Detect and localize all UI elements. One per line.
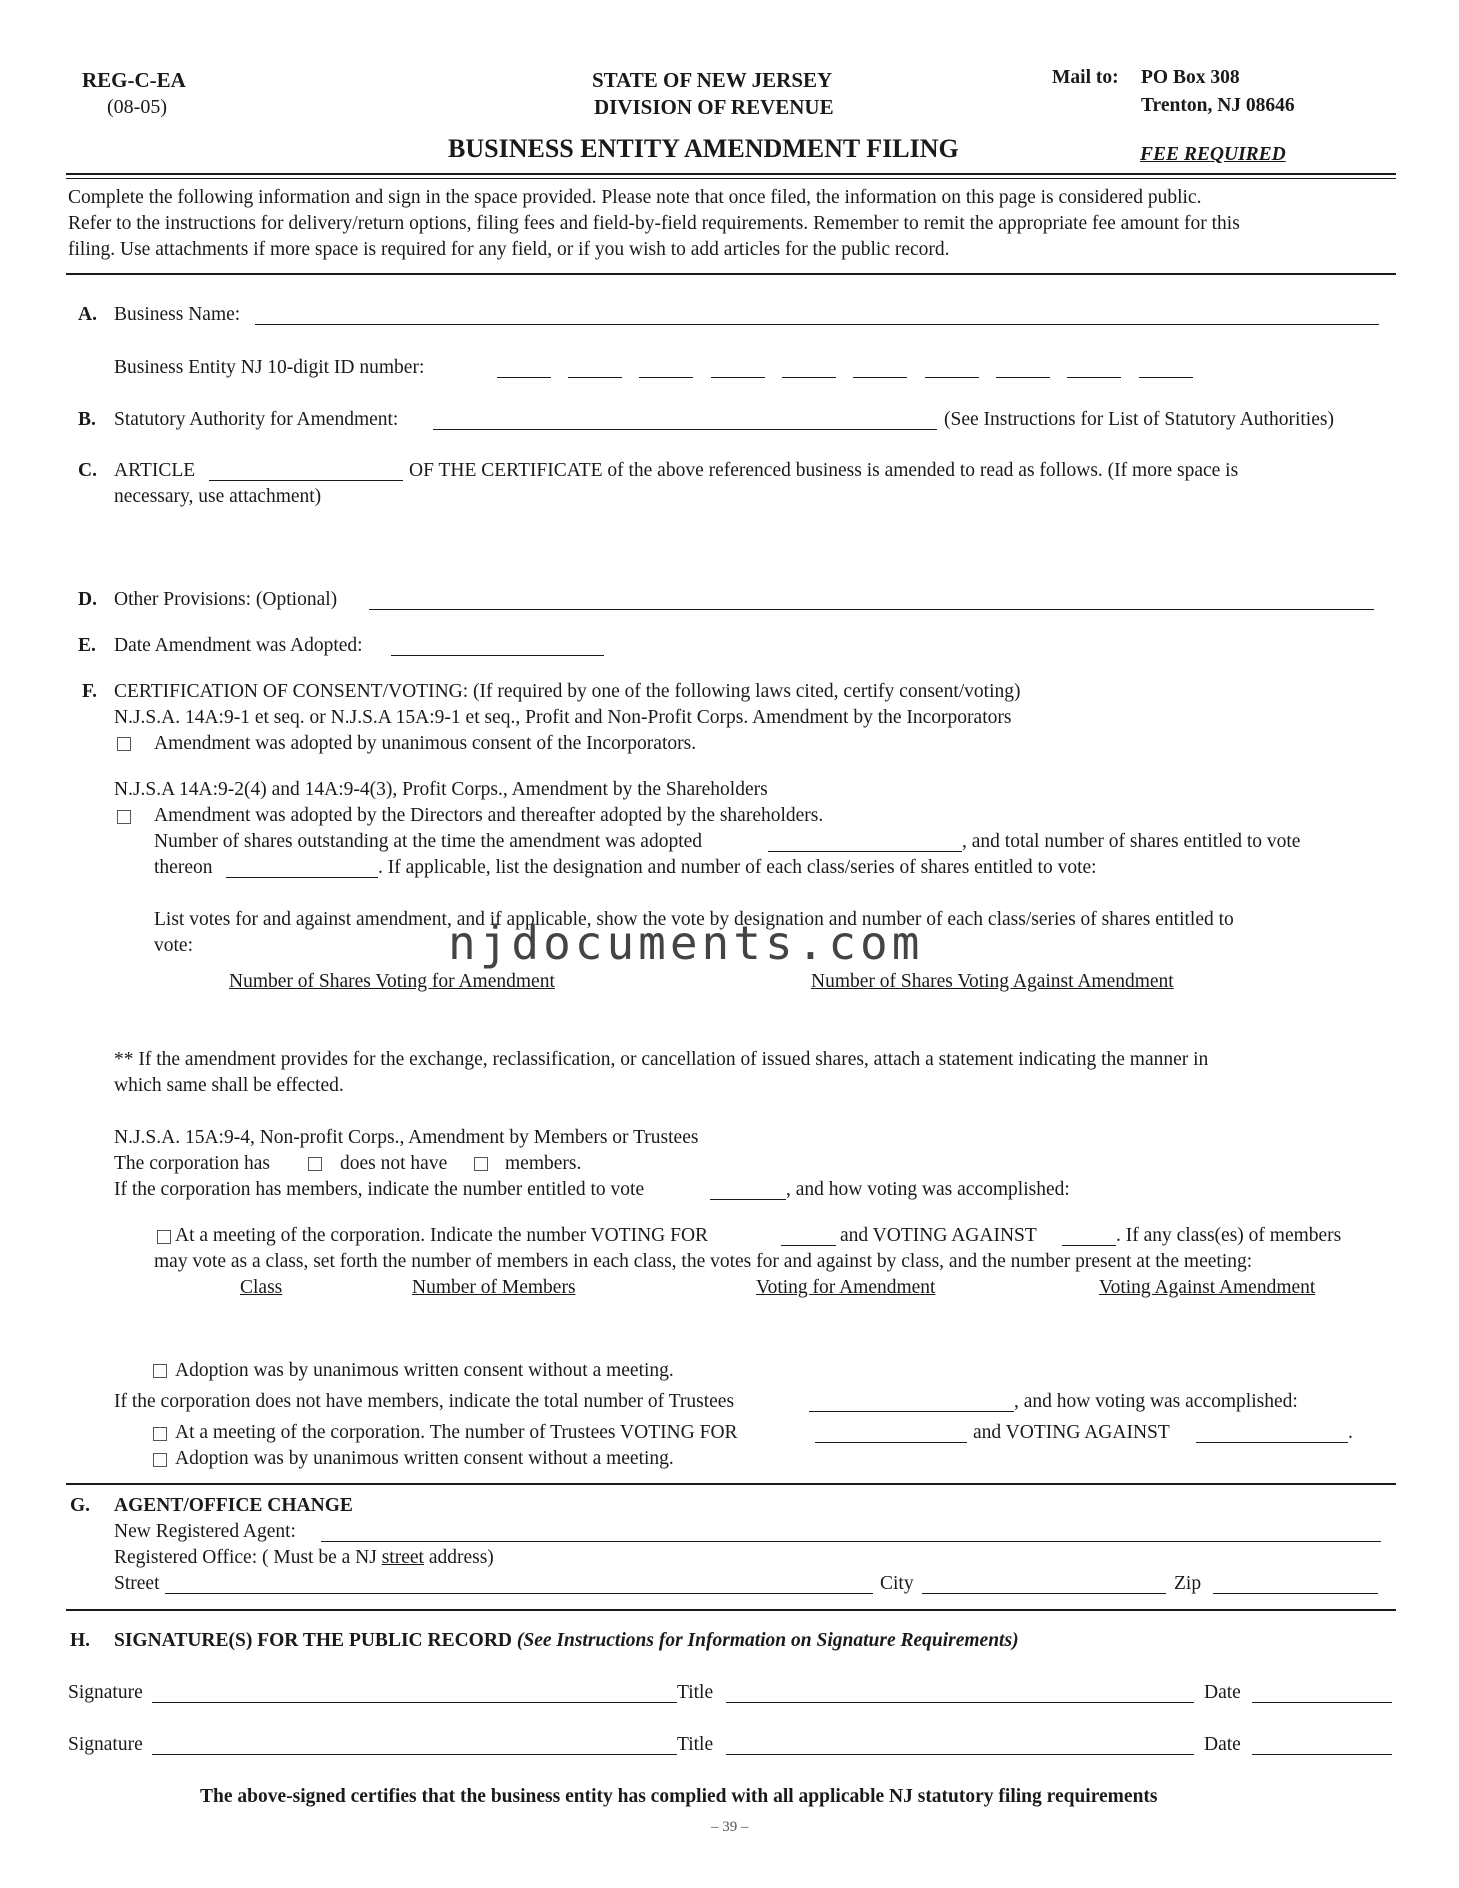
new-agent-label: New Registered Agent: bbox=[114, 1521, 296, 1542]
incorporators-checkbox[interactable] bbox=[117, 737, 131, 751]
fee-required: FEE REQUIRED bbox=[1140, 144, 1286, 165]
list-votes-line1: List votes for and against amendment, and if applicable, show the vote by designation and number of each class/series of shares entitled to bbox=[154, 909, 1234, 930]
article-line2: necessary, use attachment) bbox=[114, 486, 322, 507]
thereon-label: thereon bbox=[154, 857, 213, 878]
title-field-2[interactable] bbox=[726, 1754, 1194, 1755]
mail-line1: PO Box 308 bbox=[1141, 67, 1240, 88]
section-g-rule bbox=[66, 1483, 1396, 1485]
date-field-2[interactable] bbox=[1252, 1754, 1392, 1755]
trustees-meeting-label: At a meeting of the corporation. The number of Trustees VOTING FOR bbox=[175, 1422, 738, 1443]
section-c-letter: C. bbox=[78, 460, 97, 481]
section-f-letter: F. bbox=[82, 681, 97, 702]
shares-outstanding-label: Number of shares outstanding at the time the amendment was adopted bbox=[154, 831, 703, 852]
exchange-note-line2: which same shall be effected. bbox=[114, 1075, 344, 1096]
members-meeting-checkbox[interactable] bbox=[157, 1230, 171, 1244]
page-number: – 39 – bbox=[711, 1819, 749, 1835]
has-members-checkbox[interactable] bbox=[308, 1157, 322, 1171]
shareholders-option: Amendment was adopted by the Directors and thereafter adopted by the shareholders. bbox=[154, 805, 824, 826]
no-members-checkbox[interactable] bbox=[474, 1157, 488, 1171]
law-shareholders: N.J.S.A 14A:9-2(4) and 14A:9-4(3), Profit Corps., Amendment by the Shareholders bbox=[114, 779, 768, 800]
col-number-of-members: Number of Members bbox=[412, 1277, 576, 1298]
date-adopted-label: Date Amendment was Adopted: bbox=[114, 635, 363, 656]
form-date: (08-05) bbox=[107, 96, 167, 118]
article-number-field[interactable] bbox=[209, 480, 403, 481]
list-votes-line2: vote: bbox=[154, 935, 193, 956]
col-shares-for: Number of Shares Voting for Amendment bbox=[229, 971, 555, 992]
exchange-note-line1: ** If the amendment provides for the exchange, reclassification, or cancellation of issued shares, attach a statement indicating the manner in bbox=[114, 1049, 1209, 1070]
members-written-consent-label: Adoption was by unanimous written consent without a meeting. bbox=[175, 1360, 674, 1381]
trustees-voting-against-field[interactable] bbox=[1196, 1442, 1348, 1443]
other-provisions-field[interactable] bbox=[369, 609, 1374, 610]
signature-heading: SIGNATURE(S) FOR THE PUBLIC RECORD (See Instructions for Information on Signature Requirements) bbox=[114, 1630, 1019, 1651]
statutory-authority-label: Statutory Authority for Amendment: bbox=[114, 409, 399, 430]
mail-line2: Trenton, NJ 08646 bbox=[1141, 95, 1295, 116]
registered-office-label: Registered Office: ( Must be a NJ street address) bbox=[114, 1547, 494, 1568]
trustees-period: . bbox=[1348, 1422, 1353, 1443]
article-label-end: OF THE CERTIFICATE of the above referenced business is amended to read as follows. (If more space is bbox=[409, 460, 1239, 481]
certification-statement: The above-signed certifies that the business entity has complied with all applicable NJ statutory filing requirements bbox=[200, 1786, 1158, 1807]
members-vote-label: If the corporation has members, indicate the number entitled to vote bbox=[114, 1179, 645, 1200]
title-label-2: Title bbox=[677, 1734, 714, 1755]
trustees-voting-against-label: and VOTING AGAINST bbox=[973, 1422, 1170, 1443]
id-digit-6[interactable] bbox=[853, 377, 907, 378]
form-title: BUSINESS ENTITY AMENDMENT FILING bbox=[448, 134, 959, 163]
members-entitled-field[interactable] bbox=[710, 1199, 786, 1200]
class-series-label: . If applicable, list the designation and number of each class/series of shares entitled to vote: bbox=[378, 857, 1097, 878]
members-label: members. bbox=[505, 1153, 582, 1174]
consent-heading: CERTIFICATION OF CONSENT/VOTING: (If required by one of the following laws cited, certify consent/voting) bbox=[114, 681, 1021, 702]
members-meeting-label: At a meeting of the corporation. Indicate the number VOTING FOR bbox=[175, 1225, 709, 1246]
division-title: DIVISION OF REVENUE bbox=[594, 95, 834, 119]
trustees-meeting-checkbox[interactable] bbox=[153, 1427, 167, 1441]
date-field-1[interactable] bbox=[1252, 1702, 1392, 1703]
section-g-letter: G. bbox=[70, 1495, 91, 1516]
shareholders-checkbox[interactable] bbox=[117, 810, 131, 824]
section-a-letter: A. bbox=[78, 304, 97, 325]
trustees-how: , and how voting was accomplished: bbox=[1014, 1391, 1298, 1412]
intro-line1: Complete the following information and sign in the space provided. Please note that once filed, the information on this page is considered public. bbox=[68, 187, 1202, 208]
other-provisions-label: Other Provisions: (Optional) bbox=[114, 589, 338, 610]
article-label-start: ARTICLE bbox=[114, 460, 196, 481]
date-adopted-field[interactable] bbox=[391, 655, 604, 656]
city-label: City bbox=[880, 1573, 914, 1594]
title-label-1: Title bbox=[677, 1682, 714, 1703]
does-not-have-label: does not have bbox=[340, 1153, 448, 1174]
date-label-2: Date bbox=[1204, 1734, 1241, 1755]
col-class: Class bbox=[240, 1277, 283, 1298]
city-field[interactable] bbox=[922, 1593, 1166, 1594]
form-code: REG-C-EA bbox=[82, 68, 186, 92]
trustees-voting-for-field[interactable] bbox=[815, 1442, 967, 1443]
section-e-letter: E. bbox=[78, 635, 96, 656]
zip-field[interactable] bbox=[1213, 1593, 1378, 1594]
street-field[interactable] bbox=[165, 1593, 873, 1594]
trustees-written-consent-checkbox[interactable] bbox=[153, 1453, 167, 1467]
signature-label-1: Signature bbox=[68, 1682, 143, 1703]
statutory-authority-field[interactable] bbox=[433, 429, 937, 430]
watermark: njdocuments.com bbox=[448, 916, 924, 970]
members-voting-against-field[interactable] bbox=[1062, 1245, 1116, 1246]
id-digit-3[interactable] bbox=[639, 377, 693, 378]
id-digit-10[interactable] bbox=[1139, 377, 1193, 378]
intro-rule bbox=[66, 273, 1396, 275]
id-digit-2[interactable] bbox=[568, 377, 622, 378]
members-voting-for-field[interactable] bbox=[781, 1245, 836, 1246]
shares-entitled-label: , and total number of shares entitled to vote bbox=[962, 831, 1301, 852]
street-label: Street bbox=[114, 1573, 160, 1594]
id-digit-7[interactable] bbox=[925, 377, 979, 378]
statutory-authority-note: (See Instructions for List of Statutory Authorities) bbox=[944, 409, 1334, 430]
section-b-letter: B. bbox=[78, 409, 96, 430]
trustees-label: If the corporation does not have members, indicate the total number of Trustees bbox=[114, 1391, 735, 1412]
has-members-label: The corporation has bbox=[114, 1153, 270, 1174]
id-digit-4[interactable] bbox=[711, 377, 765, 378]
members-written-consent-checkbox[interactable] bbox=[153, 1364, 167, 1378]
business-name-label: Business Name: bbox=[114, 304, 241, 325]
members-class-label: . If any class(es) of members bbox=[1116, 1225, 1342, 1246]
signature-field-1[interactable] bbox=[152, 1702, 677, 1703]
intro-line2: Refer to the instructions for delivery/return options, filing fees and field-by-field requirements. Remember to remit the appropriate fee amount for this bbox=[68, 213, 1240, 234]
members-vote-how: , and how voting was accomplished: bbox=[786, 1179, 1070, 1200]
id-digit-8[interactable] bbox=[996, 377, 1050, 378]
business-name-field[interactable] bbox=[255, 324, 1379, 325]
trustees-written-consent-label: Adoption was by unanimous written consent without a meeting. bbox=[175, 1448, 674, 1469]
state-title: STATE OF NEW JERSEY bbox=[592, 68, 833, 92]
shares-entitled-field[interactable] bbox=[226, 877, 378, 878]
col-shares-against: Number of Shares Voting Against Amendment bbox=[811, 971, 1174, 992]
id-digit-1[interactable] bbox=[497, 377, 551, 378]
id-digit-5[interactable] bbox=[782, 377, 836, 378]
intro-line3: filing. Use attachments if more space is required for any field, or if you wish to add articles for the public record. bbox=[68, 239, 950, 260]
section-d-letter: D. bbox=[78, 589, 97, 610]
incorporators-option: Amendment was adopted by unanimous consent of the Incorporators. bbox=[154, 733, 697, 754]
header-rule-top bbox=[66, 173, 1396, 175]
col-voting-against: Voting Against Amendment bbox=[1099, 1277, 1316, 1298]
members-voting-against-label: and VOTING AGAINST bbox=[840, 1225, 1037, 1246]
section-h-rule bbox=[66, 1609, 1396, 1611]
date-label-1: Date bbox=[1204, 1682, 1241, 1703]
id-digit-9[interactable] bbox=[1067, 377, 1121, 378]
zip-label: Zip bbox=[1174, 1573, 1202, 1594]
signature-field-2[interactable] bbox=[152, 1754, 677, 1755]
agent-office-heading: AGENT/OFFICE CHANGE bbox=[114, 1495, 353, 1516]
entity-id-label: Business Entity NJ 10-digit ID number: bbox=[114, 357, 425, 378]
trustees-total-field[interactable] bbox=[809, 1411, 1014, 1412]
new-agent-field[interactable] bbox=[321, 1541, 1381, 1542]
col-voting-for: Voting for Amendment bbox=[756, 1277, 936, 1298]
header-rule-bottom bbox=[66, 178, 1396, 179]
members-class-line2: may vote as a class, set forth the number of members in each class, the votes for and against by class, and the number present at the meeting: bbox=[154, 1251, 1253, 1272]
mail-label: Mail to: bbox=[1052, 67, 1119, 88]
law-incorporators: N.J.S.A. 14A:9-1 et seq. or N.J.S.A 15A:9-1 et seq., Profit and Non-Profit Corps. Amendment by the Incorporators bbox=[114, 707, 1012, 728]
law-nonprofit: N.J.S.A. 15A:9-4, Non-profit Corps., Amendment by Members or Trustees bbox=[114, 1127, 699, 1148]
title-field-1[interactable] bbox=[726, 1702, 1194, 1703]
signature-label-2: Signature bbox=[68, 1734, 143, 1755]
section-h-letter: H. bbox=[70, 1630, 91, 1651]
shares-outstanding-field[interactable] bbox=[768, 851, 962, 852]
